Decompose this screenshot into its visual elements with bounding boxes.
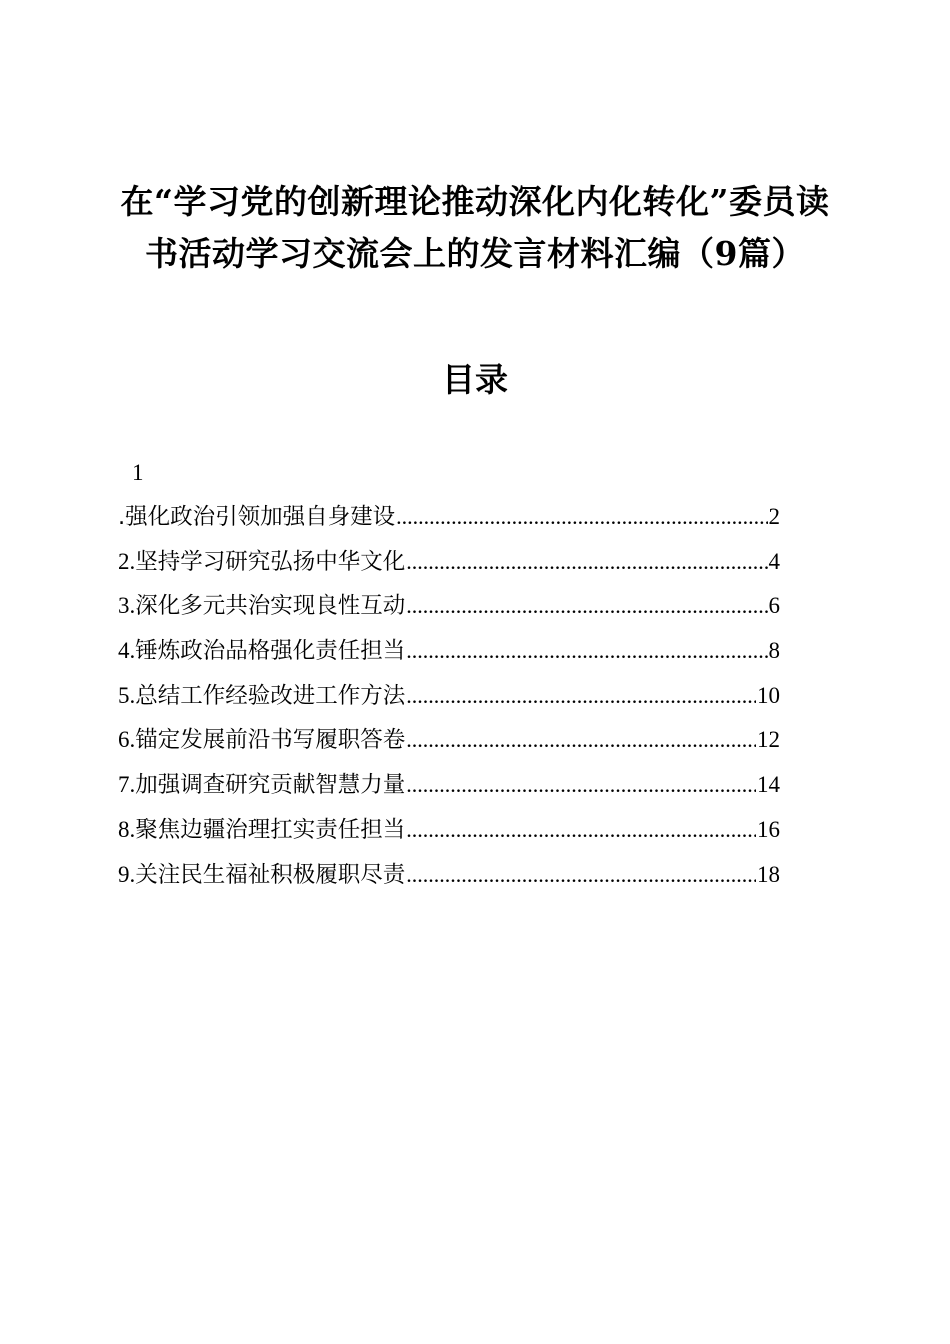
toc-entry-page: 12 bbox=[757, 727, 780, 753]
toc-entry[interactable] bbox=[118, 679, 780, 724]
toc-entry-page: 14 bbox=[757, 772, 780, 798]
toc-entry-label: 深化多元共治实现良性互动 bbox=[135, 593, 406, 620]
toc-dot-leader bbox=[406, 679, 756, 713]
toc-dot-leader bbox=[406, 813, 756, 847]
toc-dot-leader bbox=[406, 723, 756, 757]
toc-entry-number: 7. bbox=[118, 772, 136, 798]
toc-entry[interactable] bbox=[118, 858, 780, 903]
table-of-contents bbox=[118, 500, 780, 902]
toc-entry-page: 10 bbox=[757, 682, 780, 708]
toc-entry-number: 2. bbox=[118, 548, 136, 574]
toc-entry-page: 6 bbox=[768, 593, 780, 619]
toc-entry-number: 4. bbox=[118, 638, 136, 664]
toc-dot-leader bbox=[406, 545, 767, 579]
toc-entry[interactable] bbox=[118, 589, 780, 634]
toc-entry[interactable] bbox=[118, 634, 780, 679]
toc-entry[interactable] bbox=[118, 813, 780, 858]
toc-entry-label: 关注民生福祉积极履职尽责 bbox=[135, 861, 406, 888]
toc-dot-leader bbox=[406, 858, 756, 892]
toc-entry-label: 坚持学习研究弘扬中华文化 bbox=[135, 548, 406, 575]
toc-entry-number: 8. bbox=[118, 816, 136, 842]
toc-entry-label: 聚焦边疆治理扛实责任担当 bbox=[135, 816, 406, 843]
toc-entry[interactable] bbox=[118, 723, 780, 768]
toc-entry-page: 4 bbox=[768, 548, 780, 574]
toc-entry-label: .强化政治引领加强自身建设 bbox=[118, 504, 396, 530]
toc-dot-leader bbox=[406, 634, 767, 668]
toc-entry-label: 总结工作经验改进工作方法 bbox=[135, 682, 406, 709]
toc-entry-number: 9. bbox=[118, 861, 136, 887]
toc-entry-page: 8 bbox=[768, 638, 780, 664]
toc-entry-number: 3. bbox=[118, 593, 136, 619]
toc-entry[interactable] bbox=[118, 545, 780, 590]
toc-entry-number: 5. bbox=[118, 682, 136, 708]
toc-entry-label: 加强调查研究贡献智慧力量 bbox=[135, 772, 406, 799]
toc-dot-leader bbox=[406, 589, 767, 623]
toc-entry-label: 锤炼政治品格强化责任担当 bbox=[135, 638, 406, 665]
toc-entry[interactable] bbox=[118, 500, 780, 545]
toc-entry-page: 2 bbox=[768, 504, 780, 529]
toc-dot-leader bbox=[396, 500, 767, 534]
toc-entry-page: 16 bbox=[757, 816, 780, 842]
toc-entry-label: 锚定发展前沿书写履职答卷 bbox=[135, 727, 406, 754]
toc-entry-number: 6. bbox=[118, 727, 136, 753]
toc-dot-leader bbox=[406, 768, 756, 802]
document-title: 在“学习党的创新理论推动深化内化转化”委员读书活动学习交流会上的发言材料汇编（9篇） bbox=[120, 182, 830, 273]
toc-entry[interactable] bbox=[118, 768, 780, 813]
toc-entry-page: 18 bbox=[757, 861, 780, 887]
toc-heading: 目录 bbox=[442, 360, 508, 399]
toc-stray-number: 1 bbox=[132, 460, 144, 485]
